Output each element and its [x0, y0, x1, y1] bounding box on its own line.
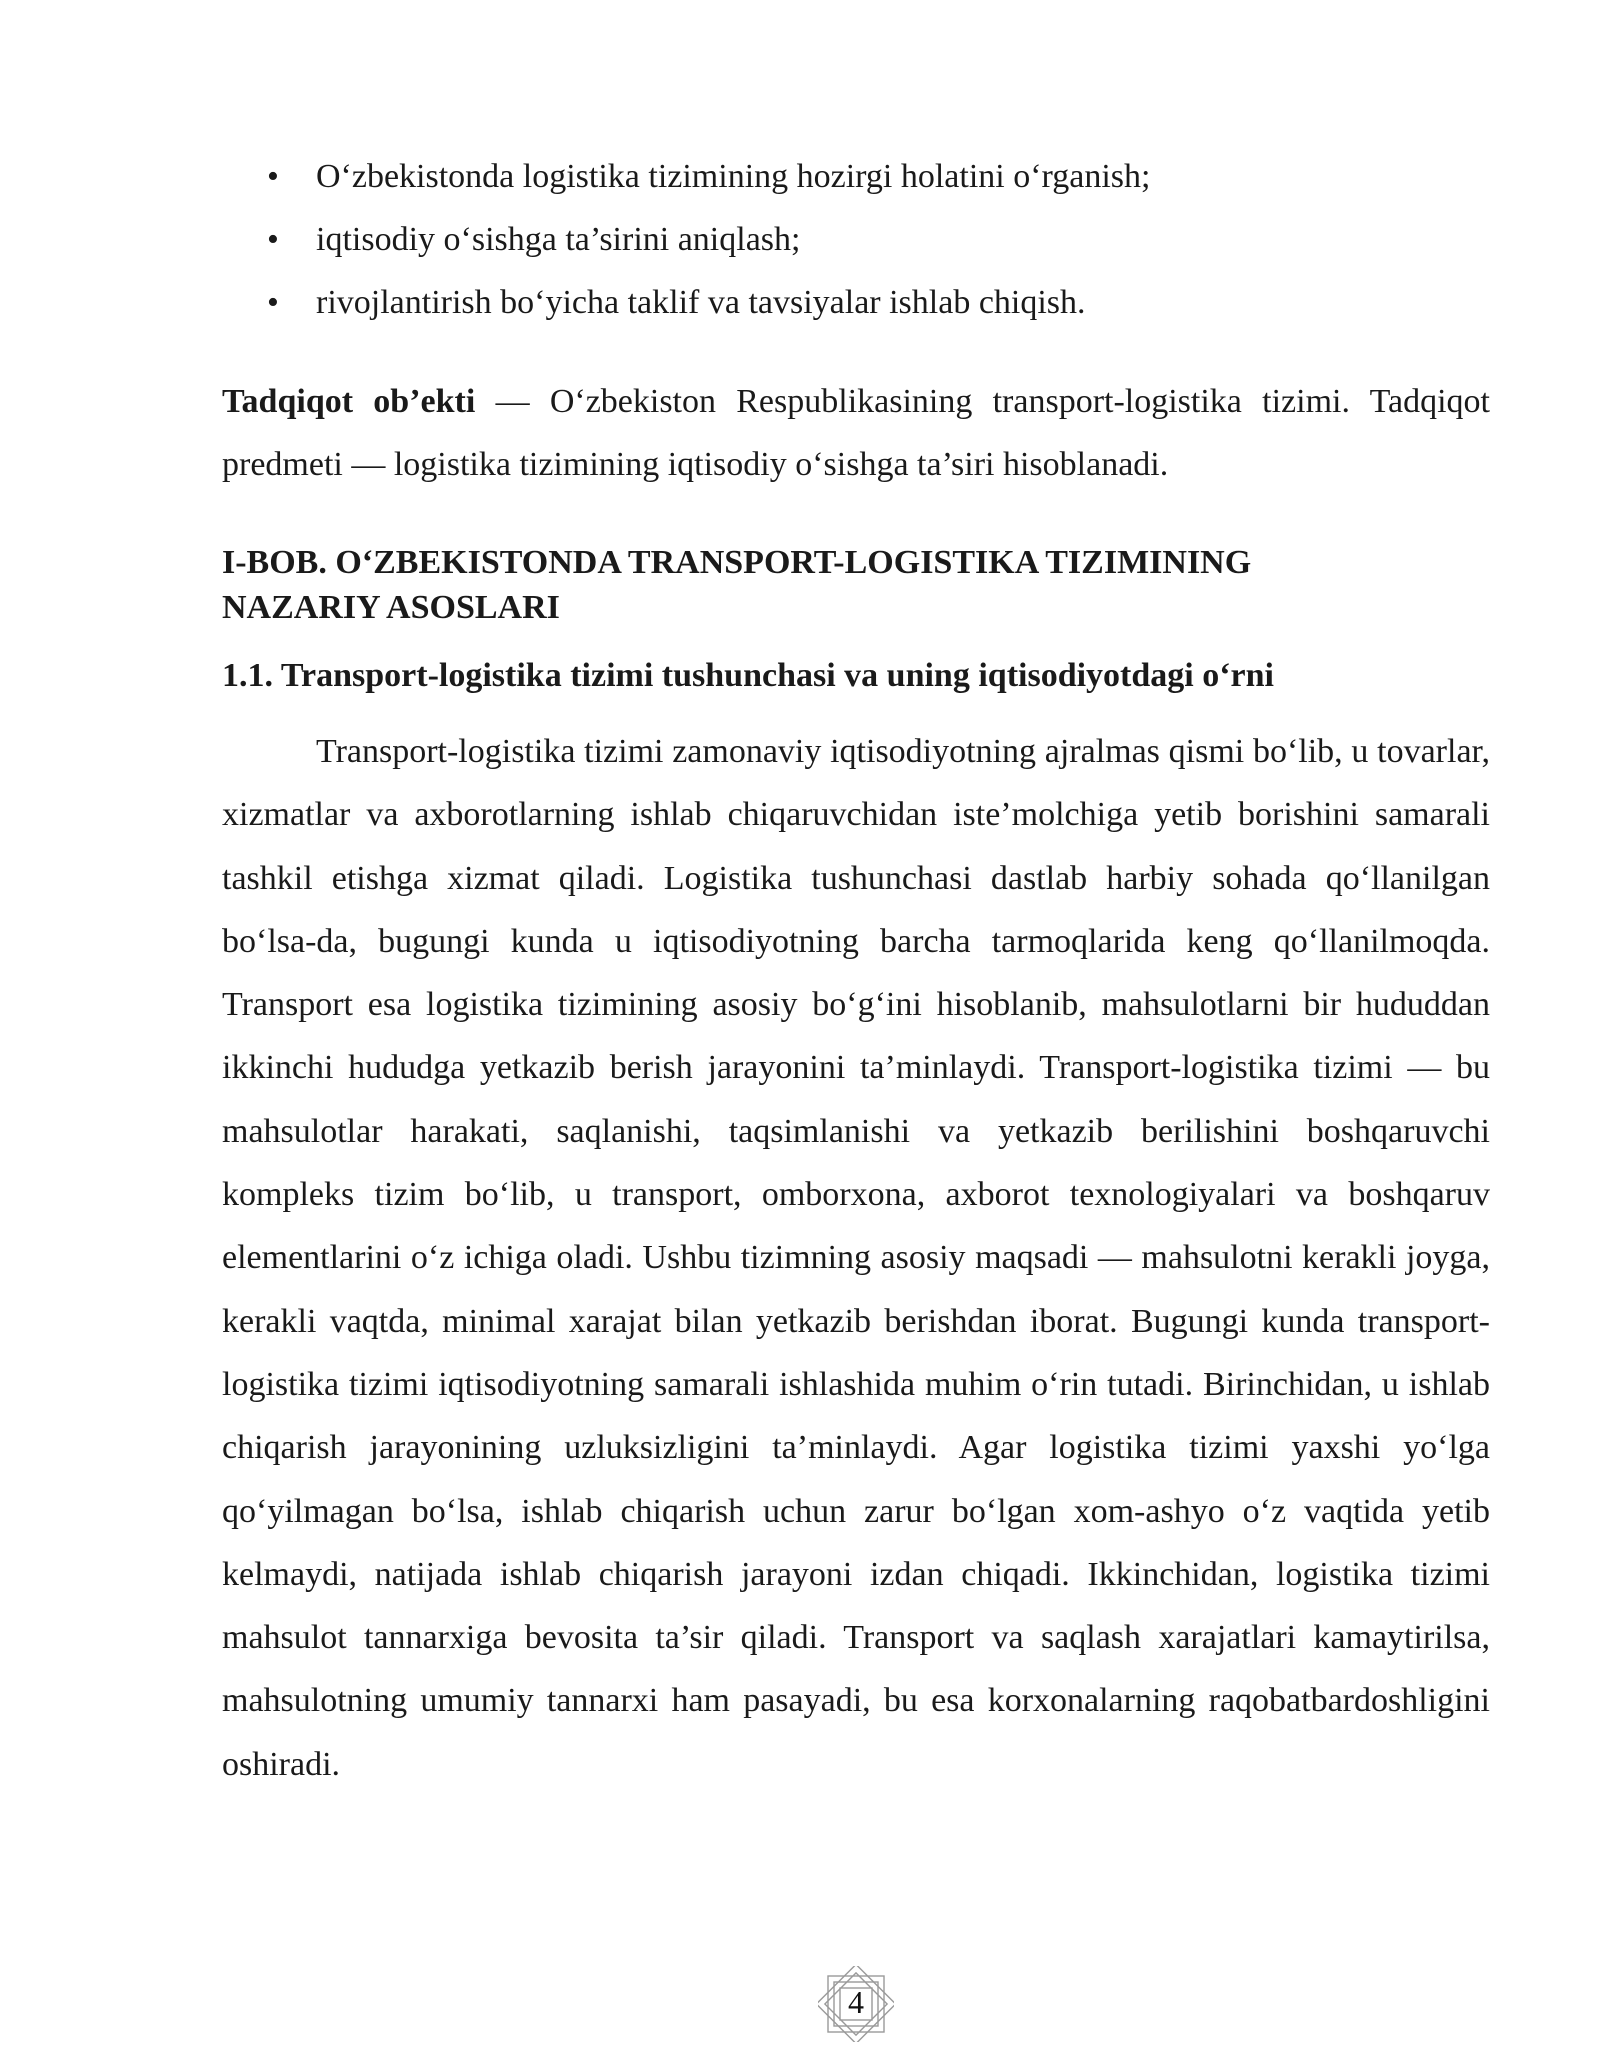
bullet-list — [222, 145, 1490, 334]
list-item — [222, 271, 1490, 334]
research-object-paragraph — [222, 370, 1490, 496]
section-title: 1.1. Transport-logistika tizimi tushunchasi va uning iqtisodiyotdagi o‘rni — [222, 657, 1274, 694]
research-object-label: Tadqiqot ob’ekti — [222, 383, 476, 420]
list-item-text: rivojlantirish bo‘yicha taklif va tavsiyalar ishlab chiqish. — [316, 284, 1086, 321]
list-item — [222, 208, 1490, 271]
bullet-icon: • — [267, 158, 279, 195]
research-object-text: — O‘zbekiston Respublikasining transport-logistika tizimi. Tadqiqot predmeti — logistika tizimining iqtisodiy o‘sishga ta’siri hisoblanadi. — [222, 383, 1490, 483]
list-item-text: O‘zbekistonda logistika tizimining hozirgi holatini o‘rganish; — [316, 158, 1151, 195]
document-page — [222, 145, 1490, 1796]
list-item-text: iqtisodiy o‘sishga ta’sirini aniqlash; — [316, 221, 801, 258]
body-paragraph: Transport-logistika tizimi zamonaviy iqtisodiyotning ajralmas qismi bo‘lib, u tovarlar, xizmatlar va axborotlarning ishlab chiqaruvchidan iste’molchiga yetib borishini samarali tashkil etishga xizmat qiladi. Logistika tushunchasi dastlab harbiy sohada qo‘llanilgan bo‘lsa-da, bugungi kunda u iqtisodiyotning barcha tarmoqlarida keng qo‘llanilmoqda. Transport esa logistika tizimining asosiy bo‘g‘ini hisoblanib, mahsulotlarni bir hududdan ikkinchi hududga yetkazib berish jarayonini ta’minlaydi. Transport-logistika tizimi — bu mahsulotlar harakati, saqlanishi, taqsimlanishi va yetkazib berilishini boshqaruvchi kompleks tizim bo‘lib, u transport, omborxona, axborot texnologiyalari va boshqaruv elementlarini o‘z ichiga oladi. Ushbu tizimning asosiy maqsadi — mahsulotni kerakli joyga, kerakli vaqtda, minimal xarajat bilan yetkazib berishdan iborat. Bugungi kunda transport-logistika tizimi iqtisodiyotning samarali ishlashida muhim o‘rin tutadi. Birinchidan, u ishlab chiqarish jarayonining uzluksizligini ta’minlaydi. Agar logistika tizimi yaxshi yo‘lga qo‘yilmagan bo‘lsa, ishlab chiqarish uchun zarur bo‘lgan xom-ashyo o‘z vaqtida yetib kelmaydi, natijada ishlab chiqarish jarayoni izdan chiqadi. Ikkinchidan, logistika tizimi mahsulot tannarxiga bevosita ta’sir qiladi. Transport va saqlash xarajatlari kamaytirilsa, mahsulotning umumiy tannarxi ham pasayadi, bu esa korxonalarning raqobatbardoshligini oshiradi. — [222, 733, 1490, 1783]
bullet-icon: • — [267, 284, 279, 321]
chapter-title: I-BOB. O‘ZBEKISTONDA TRANSPORT-LOGISTIKA TIZIMINING NAZARIY ASOSLARI — [222, 544, 1252, 626]
bullet-icon: • — [267, 221, 279, 258]
page-number: 4 — [848, 1984, 864, 2020]
list-item — [222, 145, 1490, 208]
page-number-ornament — [818, 1966, 894, 2042]
